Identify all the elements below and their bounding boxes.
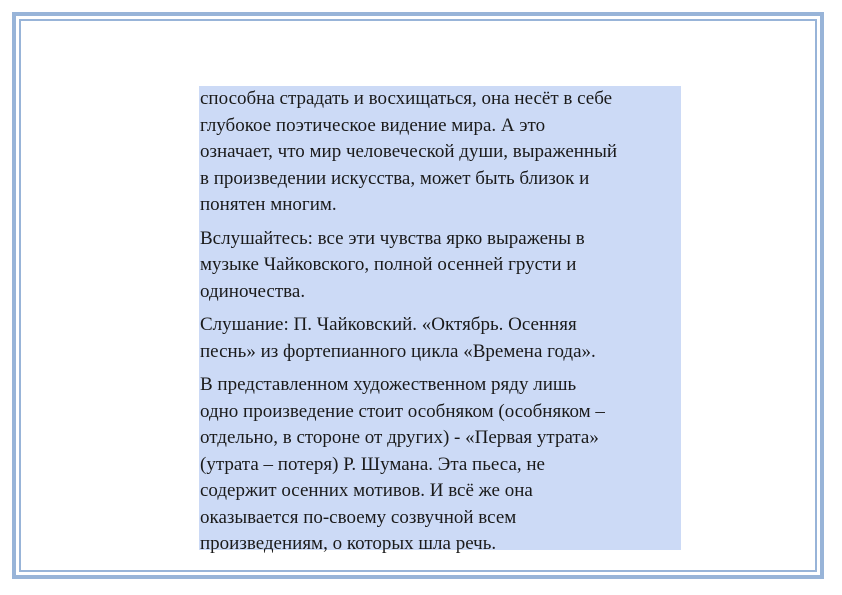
paragraph-4: В представленном художественном ряду лишь одно произведение стоит особняком (особняком – отдельно, в стороне от других) - «Первая утрата» (утрата – потеря) Р. Шумана. Эта пьеса, не содержит осенних мотивов. И всё же она оказывается по-своему созвучной всем произведениям, о которых шла речь. bbox=[200, 374, 605, 554]
paragraph-3: Слушание: П. Чайковский. «Октябрь. Осенняя песнь» из фортепианного цикла «Времена года». bbox=[200, 314, 596, 362]
paragraph-1: способна страдать и восхищаться, она несёт в себе глубокое поэтическое видение мира. А это означает, что мир человеческой души, выраженный в произведении искусства, может быть близок и понятен многим. bbox=[200, 88, 618, 215]
text-box bbox=[199, 86, 681, 554]
paragraph-2: Вслушайтесь: все эти чувства ярко выражены в музыке Чайковского, полной осенней грусти и одиночества. bbox=[200, 227, 585, 302]
